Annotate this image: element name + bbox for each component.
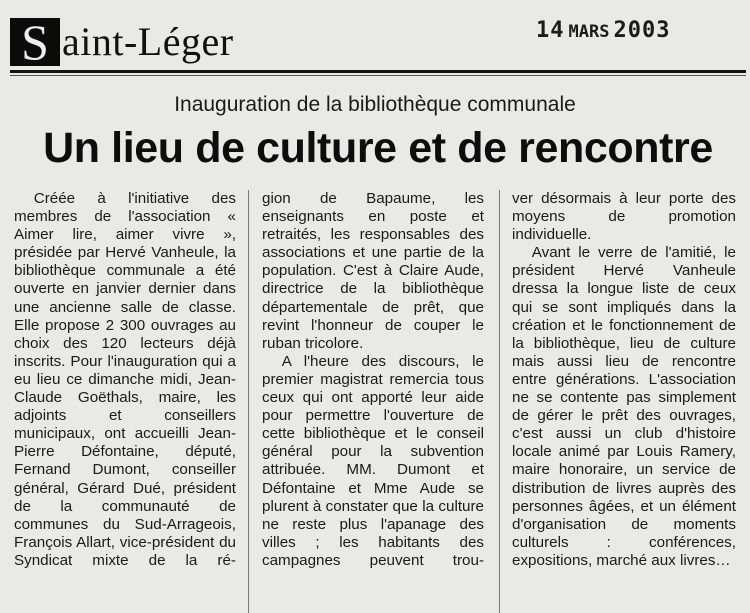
paragraph: Avant le verre de l'amitié, le président Hervé Vanheule dressa la longue liste de ceux qui se sont impliqués dans la création et le fonctionnement de la bibliothèque, lieu de culture mais aussi lieu de rencontre entre générations. L'association ne se contente pas simplement de gérer le prêt des ouvrages, c'est aussi un club d'histoire locale animé par Louis Ramery, maire honoraire, un service de distribution de livres auprès des personnes âgées, et un élément d'organisation de moments culturels : conférences, expositions, marché aux livres… [512, 244, 736, 569]
section-masthead [10, 6, 270, 68]
article-column-2 [262, 190, 484, 613]
article-column-3 [512, 190, 736, 613]
stamp-year: 2003 [613, 18, 671, 43]
article-headline: Un lieu de culture et de rencontre [43, 124, 713, 172]
paragraph: ver désormais à leur porte des moyens de promotion individuelle. [512, 190, 736, 244]
article-kicker: Inauguration de la bibliothèque communale [174, 93, 576, 116]
stamp-day: 14 [536, 18, 565, 43]
article-column-1 [14, 190, 236, 613]
date-stamp [536, 18, 670, 43]
masthead-title: aint-Léger [62, 19, 234, 64]
column-divider [248, 190, 249, 613]
paragraph: Créée à l'initiative des membres de l'association « Aimer lire, aimer vivre », présidée par Hervé Vanheule, la bibliothèque communale a été ouverte en janvier dernier dans une ancienne salle de classe. Elle propose 2 300 ouvrages au choix des 120 lecteurs déjà inscrits. Pour l'inauguration qui a eu lieu ce dimanche midi, Jean-Claude Goëthals, maire, les adjoints et conseillers municipaux, ont accueilli Jean-Pierre Défontaine, député, Fernand Dumont, conseiller général, Gérard Dué, président de la communauté de communes du Sud-Arrageois, François Allart, vice-président du Syndicat mixte de la ré- [14, 190, 236, 569]
column-divider [499, 190, 500, 613]
masthead-rule-thin [10, 75, 746, 76]
paragraph: A l'heure des discours, le premier magistrat remercia tous ceux qui ont apporté leur aide pour permettre l'ouverture de cette bibliothèque et le conseil général pour la subvention attribuée. MM. Dumont et Défontaine et Mme Aude se plurent à constater que la culture ne reste plus l'apanage des villes ; les habitants des campagnes peuvent trou- [262, 352, 484, 569]
stamp-month: MARS [568, 22, 610, 42]
paragraph: gion de Bapaume, les enseignants en poste et retraités, les responsables des associations et une partie de la population. C'est à Claire Aude, directrice de la bibliothèque départementale de prêt, que revint l'honneur de couper le ruban tricolore. [262, 190, 484, 352]
masthead-initial-box: S [10, 18, 60, 66]
masthead-rule [10, 70, 746, 73]
